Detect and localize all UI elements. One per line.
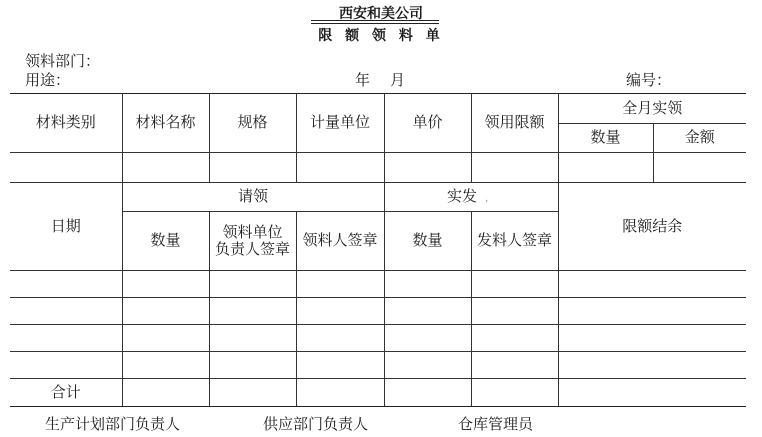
header-amount: 金额: [653, 124, 746, 153]
row-issue-quantity: [384, 352, 471, 379]
header-usage-limit: 领用限额: [471, 94, 558, 153]
total-request-quantity: [122, 379, 209, 407]
header-specification: 规格: [209, 94, 296, 153]
cell-category: [10, 153, 122, 183]
header-unit: 计量单位: [296, 94, 384, 153]
year-label: 年: [355, 71, 371, 89]
header-quantity: 数量: [558, 124, 653, 153]
row-request-quantity: [122, 325, 209, 352]
header-issue: [384, 183, 558, 212]
total-label: 合计: [10, 379, 122, 407]
row-date: [10, 298, 122, 325]
row-unit-signature: [209, 271, 296, 298]
total-issue-quantity: [384, 379, 471, 407]
row-receiver-signature: [296, 298, 384, 325]
header-request-quantity: 数量: [122, 212, 209, 271]
warehouse-keeper-label: 仓库管理员: [458, 415, 534, 433]
row-date: [10, 271, 122, 298]
number-label: 编号：: [626, 71, 672, 89]
row-issuer-signature: [471, 298, 558, 325]
total-unit-signature: [209, 379, 296, 407]
row-request-quantity: [122, 271, 209, 298]
cell-month-quantity: [558, 153, 653, 183]
row-request-quantity: [122, 298, 209, 325]
total-issuer-signature: [471, 379, 558, 407]
row-issuer-signature: [471, 271, 558, 298]
row-limit-balance: [558, 298, 746, 325]
row-date: [10, 325, 122, 352]
header-month-actual: 全月实领: [558, 94, 746, 124]
header-issuer-signature: 发料人签章: [471, 212, 558, 271]
requisition-table: [10, 93, 746, 407]
total-receiver-signature: [296, 379, 384, 407]
row-receiver-signature: [296, 352, 384, 379]
header-receiver-signature: 领料人签章: [296, 212, 384, 271]
row-limit-balance: [558, 325, 746, 352]
title-underline-double: [311, 23, 439, 24]
header-request: 请领: [122, 183, 384, 212]
header-limit-balance: 限额结余: [558, 183, 746, 271]
row-issue-quantity: [384, 298, 471, 325]
row-receiver-signature: [296, 325, 384, 352]
row-unit-signature: [209, 298, 296, 325]
row-date: [10, 352, 122, 379]
cell-month-amount: [653, 153, 746, 183]
header-material-category: 材料类别: [10, 94, 122, 153]
cell-unit: [296, 153, 384, 183]
purpose-label: 用途：: [25, 71, 71, 89]
row-receiver-signature: [296, 271, 384, 298]
row-unit-signature: [209, 352, 296, 379]
department-label: 领料部门：: [25, 52, 101, 70]
row-limit-balance: [558, 352, 746, 379]
header-request-unit-signature: 领料单位 负责人签章: [209, 212, 296, 271]
cell-price: [384, 153, 471, 183]
title-underline: [311, 20, 439, 21]
row-issue-quantity: [384, 325, 471, 352]
planning-head-label: 生产计划部门负责人: [45, 415, 181, 433]
row-issuer-signature: [471, 325, 558, 352]
cell-limit: [471, 153, 558, 183]
company-name: 西安和美公司: [339, 6, 423, 22]
cell-name: [122, 153, 209, 183]
row-request-quantity: [122, 352, 209, 379]
total-limit-balance: [558, 379, 746, 407]
header-material-name: 材料名称: [122, 94, 209, 153]
month-label: 月: [390, 71, 406, 89]
row-issue-quantity: [384, 271, 471, 298]
supply-head-label: 供应部门负责人: [263, 415, 369, 433]
header-issue-quantity: 数量: [384, 212, 471, 271]
header-unit-price: 单价: [384, 94, 471, 153]
row-issuer-signature: [471, 352, 558, 379]
row-limit-balance: [558, 271, 746, 298]
form-title: 限 额 领 料 单: [318, 28, 444, 44]
issue-stray-mark: ，: [485, 193, 495, 205]
header-issue-label: 实发: [446, 187, 477, 206]
row-unit-signature: [209, 325, 296, 352]
header-date: 日期: [10, 183, 122, 271]
cell-spec: [209, 153, 296, 183]
